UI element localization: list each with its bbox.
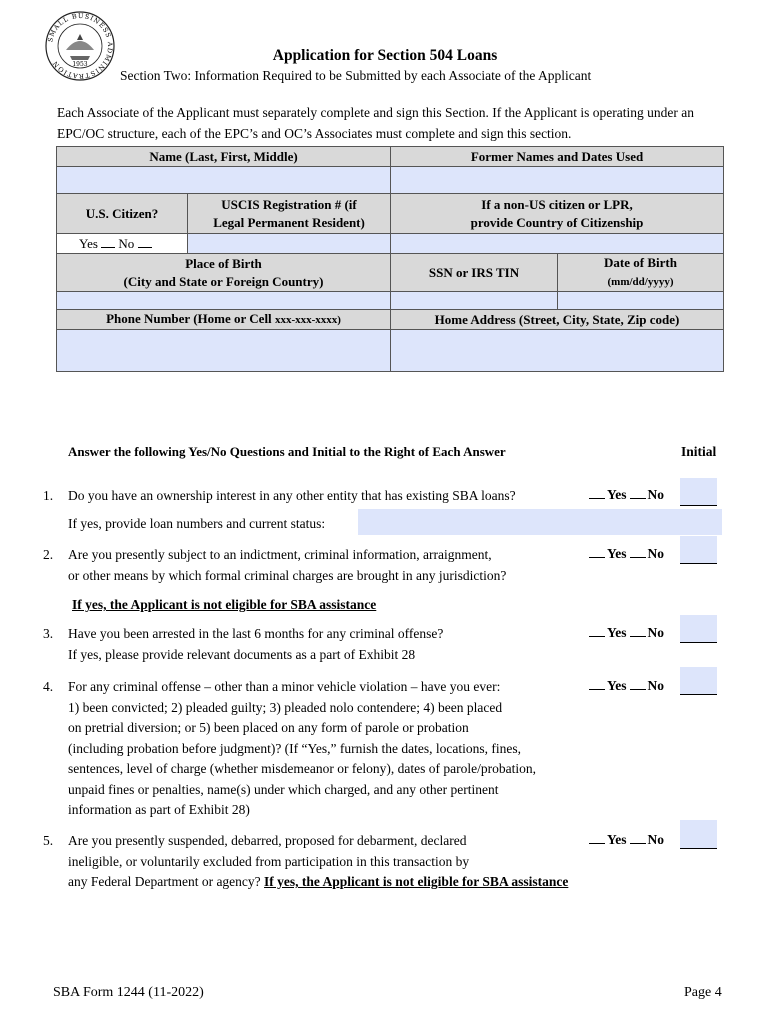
not-eligible-notice: If yes, the Applicant is not eligible for SBA assistance <box>72 597 377 612</box>
home-address-header: Home Address (Street, City, State, Zip code) <box>391 310 724 330</box>
sba-seal-icon <box>44 10 116 82</box>
initial-heading: Initial <box>681 444 717 459</box>
name-field[interactable] <box>57 167 391 194</box>
name-header: Name (Last, First, Middle) <box>57 147 391 167</box>
question-3-initial-field[interactable] <box>680 615 717 643</box>
former-names-header: Former Names and Dates Used <box>391 147 724 167</box>
form-number: SBA Form 1244 (11-2022) <box>53 985 204 1000</box>
svg-text:1953: 1953 <box>72 61 88 68</box>
page-title: Application for Section 504 Loans <box>272 47 498 64</box>
question-1: 1. Do you have an ownership interest in any other entity that has existing SBA loans? <box>43 488 516 503</box>
us-citizen-header: U.S. Citizen? <box>57 194 188 234</box>
us-citizen-yes-no[interactable]: Yes No <box>57 234 188 254</box>
associate-info-table <box>56 146 724 372</box>
section-subtitle: Section Two: Information Required to be Submitted by each Associate of the Applicant <box>120 68 592 83</box>
ssn-header: SSN or IRS TIN <box>391 254 558 292</box>
question-5: 5. Are you presently suspended, debarred, proposed for debarment, declared ineligible, or voluntarily excluded from participation in this transaction by any Federal Department or agency? If yes, the Applicant is not eligible for SBA assistance <box>43 833 569 889</box>
uscis-header: USCIS Registration # (if Legal Permanent Resident) <box>188 194 391 234</box>
citizenship-country-header: If a non-US citizen or LPR, provide Country of Citizenship <box>391 194 724 234</box>
dob-field[interactable] <box>558 292 724 310</box>
question-1-initial-field[interactable] <box>680 478 717 506</box>
question-3-yes-no[interactable]: Yes No <box>589 624 667 641</box>
place-of-birth-header: Place of Birth (City and State or Foreign Country) <box>57 254 391 292</box>
question-2: 2. Are you presently subject to an indictment, criminal information, arraignment, or other means by which formal criminal charges are brought in any jurisdiction? <box>43 547 507 583</box>
home-address-field[interactable] <box>391 330 724 372</box>
loan-numbers-label: If yes, provide loan numbers and current status: <box>68 516 326 531</box>
question-5-initial-field[interactable] <box>680 820 717 849</box>
intro-text: Each Associate of the Applicant must separately complete and sign this Section. If the Applicant is operating under an EPC/OC structure, each of the EPC’s and OC’s Associates must complete and sign this section. <box>57 105 694 141</box>
question-1-yes-no[interactable]: Yes No <box>589 486 667 503</box>
uscis-field[interactable] <box>188 234 391 254</box>
ssn-field[interactable] <box>391 292 558 310</box>
question-4-initial-field[interactable] <box>680 667 717 695</box>
question-4: 4. For any criminal offense – other than a minor vehicle violation – have you ever: 1) been convicted; 2) pleaded guilty; 3) pleaded nolo contendere; 4) been placed on pretrial diversion; or 5) been placed on any form of parole or probation (including probation before judgment)? (If “Yes,” furnish the dates, locations, fines, sentences, level of charge (whether misdemeanor or felony), dates of parole/probation, unpaid fines or penalties, name(s) under which charged, and any other pertinent information as part of Exhibit 28) <box>43 679 536 817</box>
question-4-yes-no[interactable]: Yes No <box>589 677 667 694</box>
page-number: Page 4 <box>684 985 722 1000</box>
citizenship-country-field[interactable] <box>391 234 724 254</box>
place-of-birth-field[interactable] <box>57 292 391 310</box>
question-2-yes-no[interactable]: Yes No <box>589 545 667 562</box>
question-3: 3. Have you been arrested in the last 6 months for any criminal offense? If yes, please provide relevant documents as a part of Exhibit 28 <box>43 626 444 662</box>
question-2-initial-field[interactable] <box>680 536 717 564</box>
questions-heading: Answer the following Yes/No Questions and Initial to the Right of Each Answer <box>68 444 506 459</box>
dob-header: Date of Birth (mm/dd/yyyy) <box>558 254 724 292</box>
phone-field[interactable] <box>57 330 391 372</box>
phone-header: Phone Number (Home or Cell xxx-xxx-xxxx) <box>57 310 391 330</box>
former-names-field[interactable] <box>391 167 724 194</box>
question-5-yes-no[interactable]: Yes No <box>589 831 667 848</box>
loan-numbers-field[interactable] <box>358 509 722 535</box>
svg-text:SMALL BUSINESS ADMINISTRATION: SMALL BUSINESS ADMINISTRATION <box>46 11 115 81</box>
